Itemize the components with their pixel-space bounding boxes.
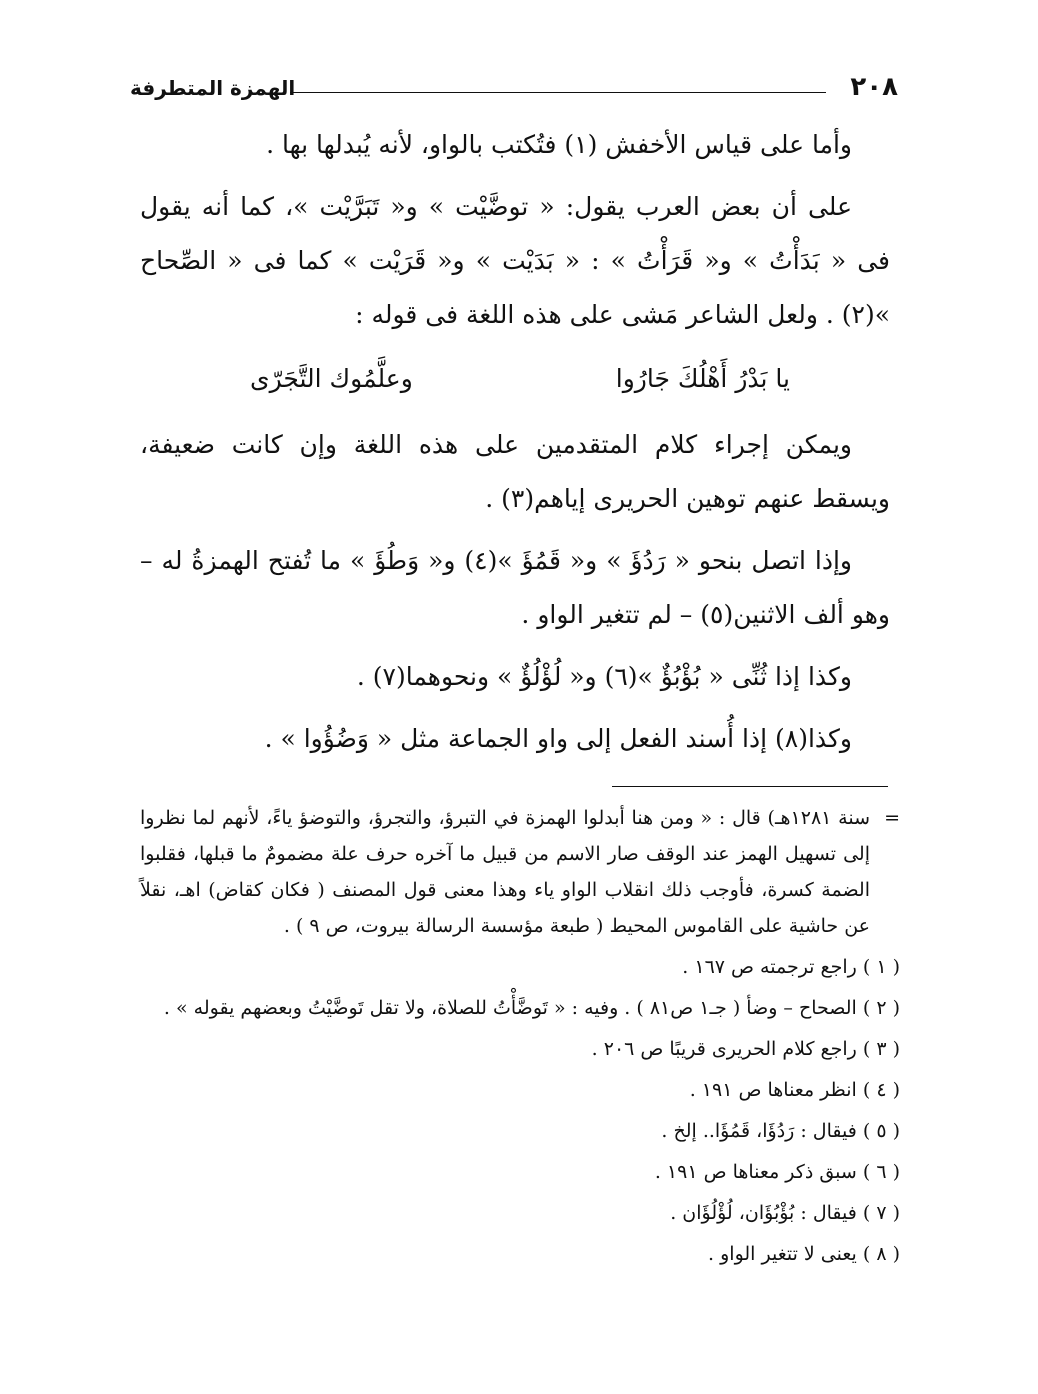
footnote: ( ٦ ) سبق ذكر معناها ص ١٩١ . [654,1161,900,1183]
page-header [130,72,898,112]
footnote: ( ٧ ) فيقال : بُؤْبُؤَان، لُؤْلُؤَان . [670,1202,900,1224]
footnote-continuation-text: سنة ١٢٨١هـ) قال : « ومن هنا أبدلوا الهمزة في التبرؤ، والتجرؤ، والتوضؤ ياءً، لأنهم لما نظروا إلى تسهيل الهمز عند الوقف صار الاسم من قبيل ما آخره حرف علة مضمومٌ ما قبلها، فقلبوا الضمة كسرة، فأوجب ذلك انقلاب الواو ياء وهذا معنى قول المصنف ( فكان كقاض) اهـ، نقلاً عن حاشية على القاموس المحيط ( طبعة مؤسسة الرسالة بيروت، ص ٩ ) . [140,807,870,937]
footnote-divider [612,786,888,787]
verse-first-hemistich: يا بَدْرُ أَهْلُكَ جَارُوا [615,364,790,393]
paragraph: ويمكن إجراء كلام المتقدمين على هذه اللغة وإن كانت ضعيفة، ويسقط عنهم توهين الحريرى إياهم(٣) . [140,430,890,513]
footnote: ( ٤ ) انظر معناها ص ١٩١ . [689,1079,900,1101]
running-title: الهمزة المتطرفة [130,76,296,100]
footnote-continuation [140,800,900,944]
paragraph: وكذا إذا ثُنِّى « بُؤْبُؤٌ »(٦) و« لُؤْلُؤٌ » ونحوهما(٧) . [356,662,852,691]
poetry-verse [140,352,890,406]
paragraph: على أن بعض العرب يقول: « توضَّيْت » و« تَبَرَّيْت »، كما أنه يقول فى « بَدَأْتُ » و« قَرَأْتُ » : « بَدَيْت » و« قَرَيْت » كما فى « الصِّحاح »(٢) . ولعل الشاعر مَشى على هذه اللغة فى قوله : [140,192,890,329]
paragraph: وأما على قياس الأخفش (١) فتُكتب بالواو، لأنه يُبدلها بها . [266,130,852,159]
paragraph: وإذا اتصل بنحو « رَدُؤَ » و« قَمُؤَ »(٤) و« وَطُؤَ » ما تُفتح الهمزةُ له –وهو ألف الاثنين(٥) – لم تتغير الواو . [140,546,890,629]
footnote: ( ٥ ) فيقال : رَدُؤَا، قَمُؤَا.. إلخ . [661,1120,900,1142]
footnote: ( ٣ ) راجع كلام الحريرى قريبًا ص ٢٠٦ . [591,1038,900,1060]
header-rule [290,92,826,93]
verse-second-hemistich: وعلَّمُوك التَّجَرّى [250,364,413,393]
footnotes [140,800,900,1277]
footnote: ( ١ ) راجع ترجمته ص ١٦٧ . [682,956,900,978]
continuation-mark: = [884,807,900,829]
page-number: ٢٠٨ [850,72,898,102]
main-text [140,118,890,774]
footnote: ( ٨ ) يعنى لا تتغير الواو . [708,1243,900,1265]
footnote: ( ٢ ) الصحاح – وضأ ( جـ١ ص٨١ ) . وفيه : « تَوضَّأْتُ للصلاة، ولا تقل تَوضَّيْتُ وبعضهم يقوله » . [163,997,900,1019]
paragraph: وكذا(٨) إذا أُسند الفعل إلى واو الجماعة مثل « وَضُؤُوا » . [264,724,852,753]
